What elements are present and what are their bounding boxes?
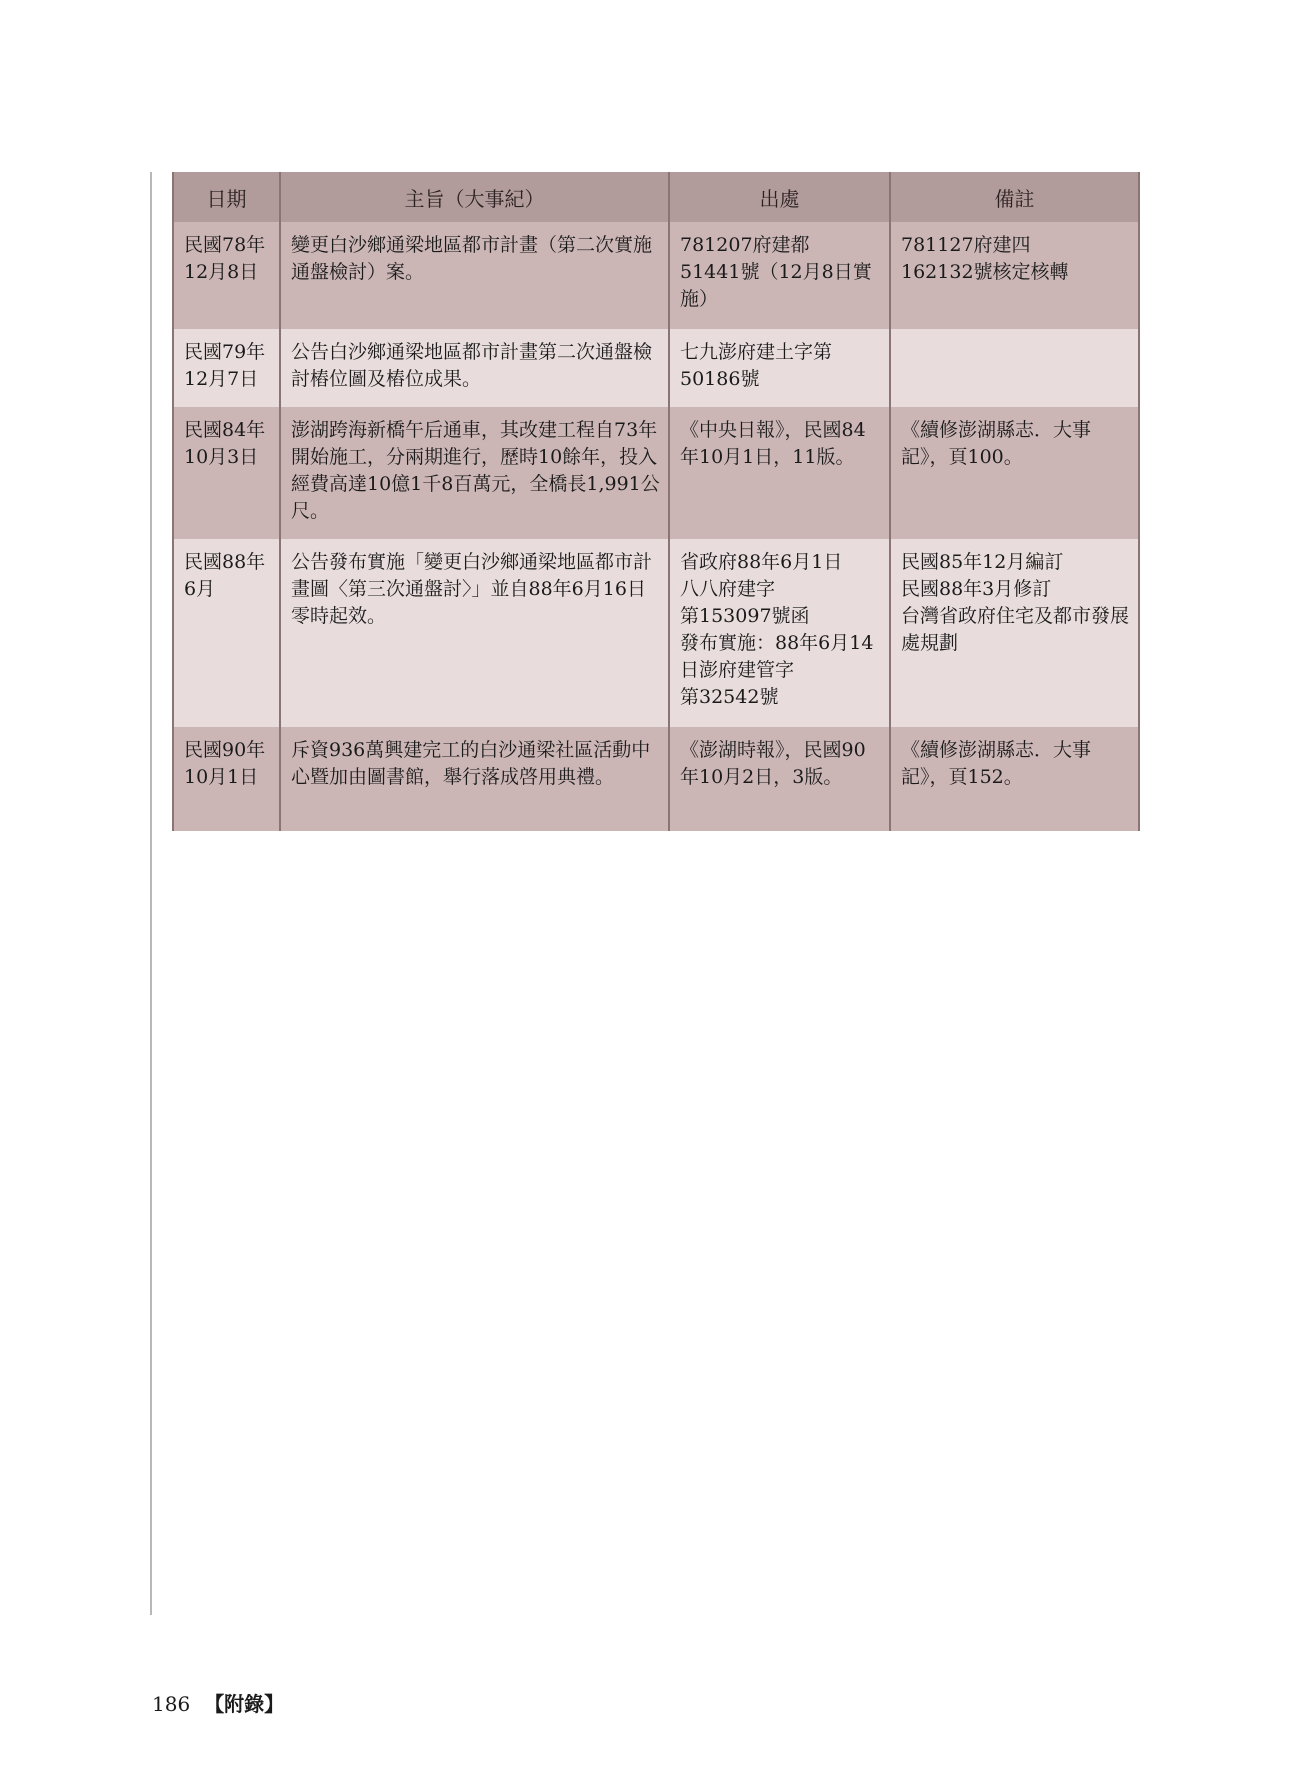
table-row <box>173 407 1139 539</box>
cell-subject: 公告發布實施「變更白沙鄉通梁地區都市計畫圖〈第三次通盤討〉」並自88年6月16日零時起效。 <box>280 539 669 727</box>
section-label: 【附錄】 <box>204 1692 285 1716</box>
page-number: 186 <box>152 1692 191 1716</box>
header-subject: 主旨（大事紀） <box>280 172 669 222</box>
header-source: 出處 <box>669 172 890 222</box>
table-header-row <box>173 172 1139 222</box>
page-footer <box>152 1688 284 1717</box>
cell-date: 民國84年 10月3日 <box>173 407 280 539</box>
table-row <box>173 539 1139 727</box>
cell-subject: 變更白沙鄉通梁地區都市計畫（第二次實施通盤檢討）案。 <box>280 222 669 329</box>
cell-source: 《中央日報》，民國84年10月1日，11版。 <box>669 407 890 539</box>
margin-rule <box>150 172 152 1615</box>
table-row <box>173 727 1139 831</box>
table-row <box>173 222 1139 329</box>
cell-date: 民國78年 12月8日 <box>173 222 280 329</box>
cell-source: 七九澎府建土字第 50186號 <box>669 329 890 407</box>
events-table <box>172 172 1140 831</box>
cell-subject: 公告白沙鄉通梁地區都市計畫第二次通盤檢討樁位圖及樁位成果。 <box>280 329 669 407</box>
cell-date: 民國90年 10月1日 <box>173 727 280 831</box>
cell-date: 民國88年 6月 <box>173 539 280 727</box>
cell-note: 民國85年12月編訂 民國88年3月修訂 台灣省政府住宅及都市發展處規劃 <box>890 539 1139 727</box>
cell-subject: 澎湖跨海新橋午后通車，其改建工程自73年開始施工，分兩期進行，歷時10餘年，投入經費高達10億1千8百萬元，全橋長1,991公尺。 <box>280 407 669 539</box>
cell-subject: 斥資936萬興建完工的白沙通梁社區活動中心暨加由圖書館，舉行落成啓用典禮。 <box>280 727 669 831</box>
cell-date: 民國79年 12月7日 <box>173 329 280 407</box>
cell-note: 《續修澎湖縣志．大事記》，頁100。 <box>890 407 1139 539</box>
header-note: 備註 <box>890 172 1139 222</box>
table-row <box>173 329 1139 407</box>
cell-source: 《澎湖時報》，民國90年10月2日，3版。 <box>669 727 890 831</box>
cell-note: 《續修澎湖縣志．大事記》，頁152。 <box>890 727 1139 831</box>
cell-source: 781207府建都 51441號（12月8日實施） <box>669 222 890 329</box>
cell-note <box>890 329 1139 407</box>
cell-source: 省政府88年6月1日 八八府建字 第153097號函 發布實施：88年6月14日澎府建管字 第32542號 <box>669 539 890 727</box>
cell-note: 781127府建四 162132號核定核轉 <box>890 222 1139 329</box>
header-date: 日期 <box>173 172 280 222</box>
